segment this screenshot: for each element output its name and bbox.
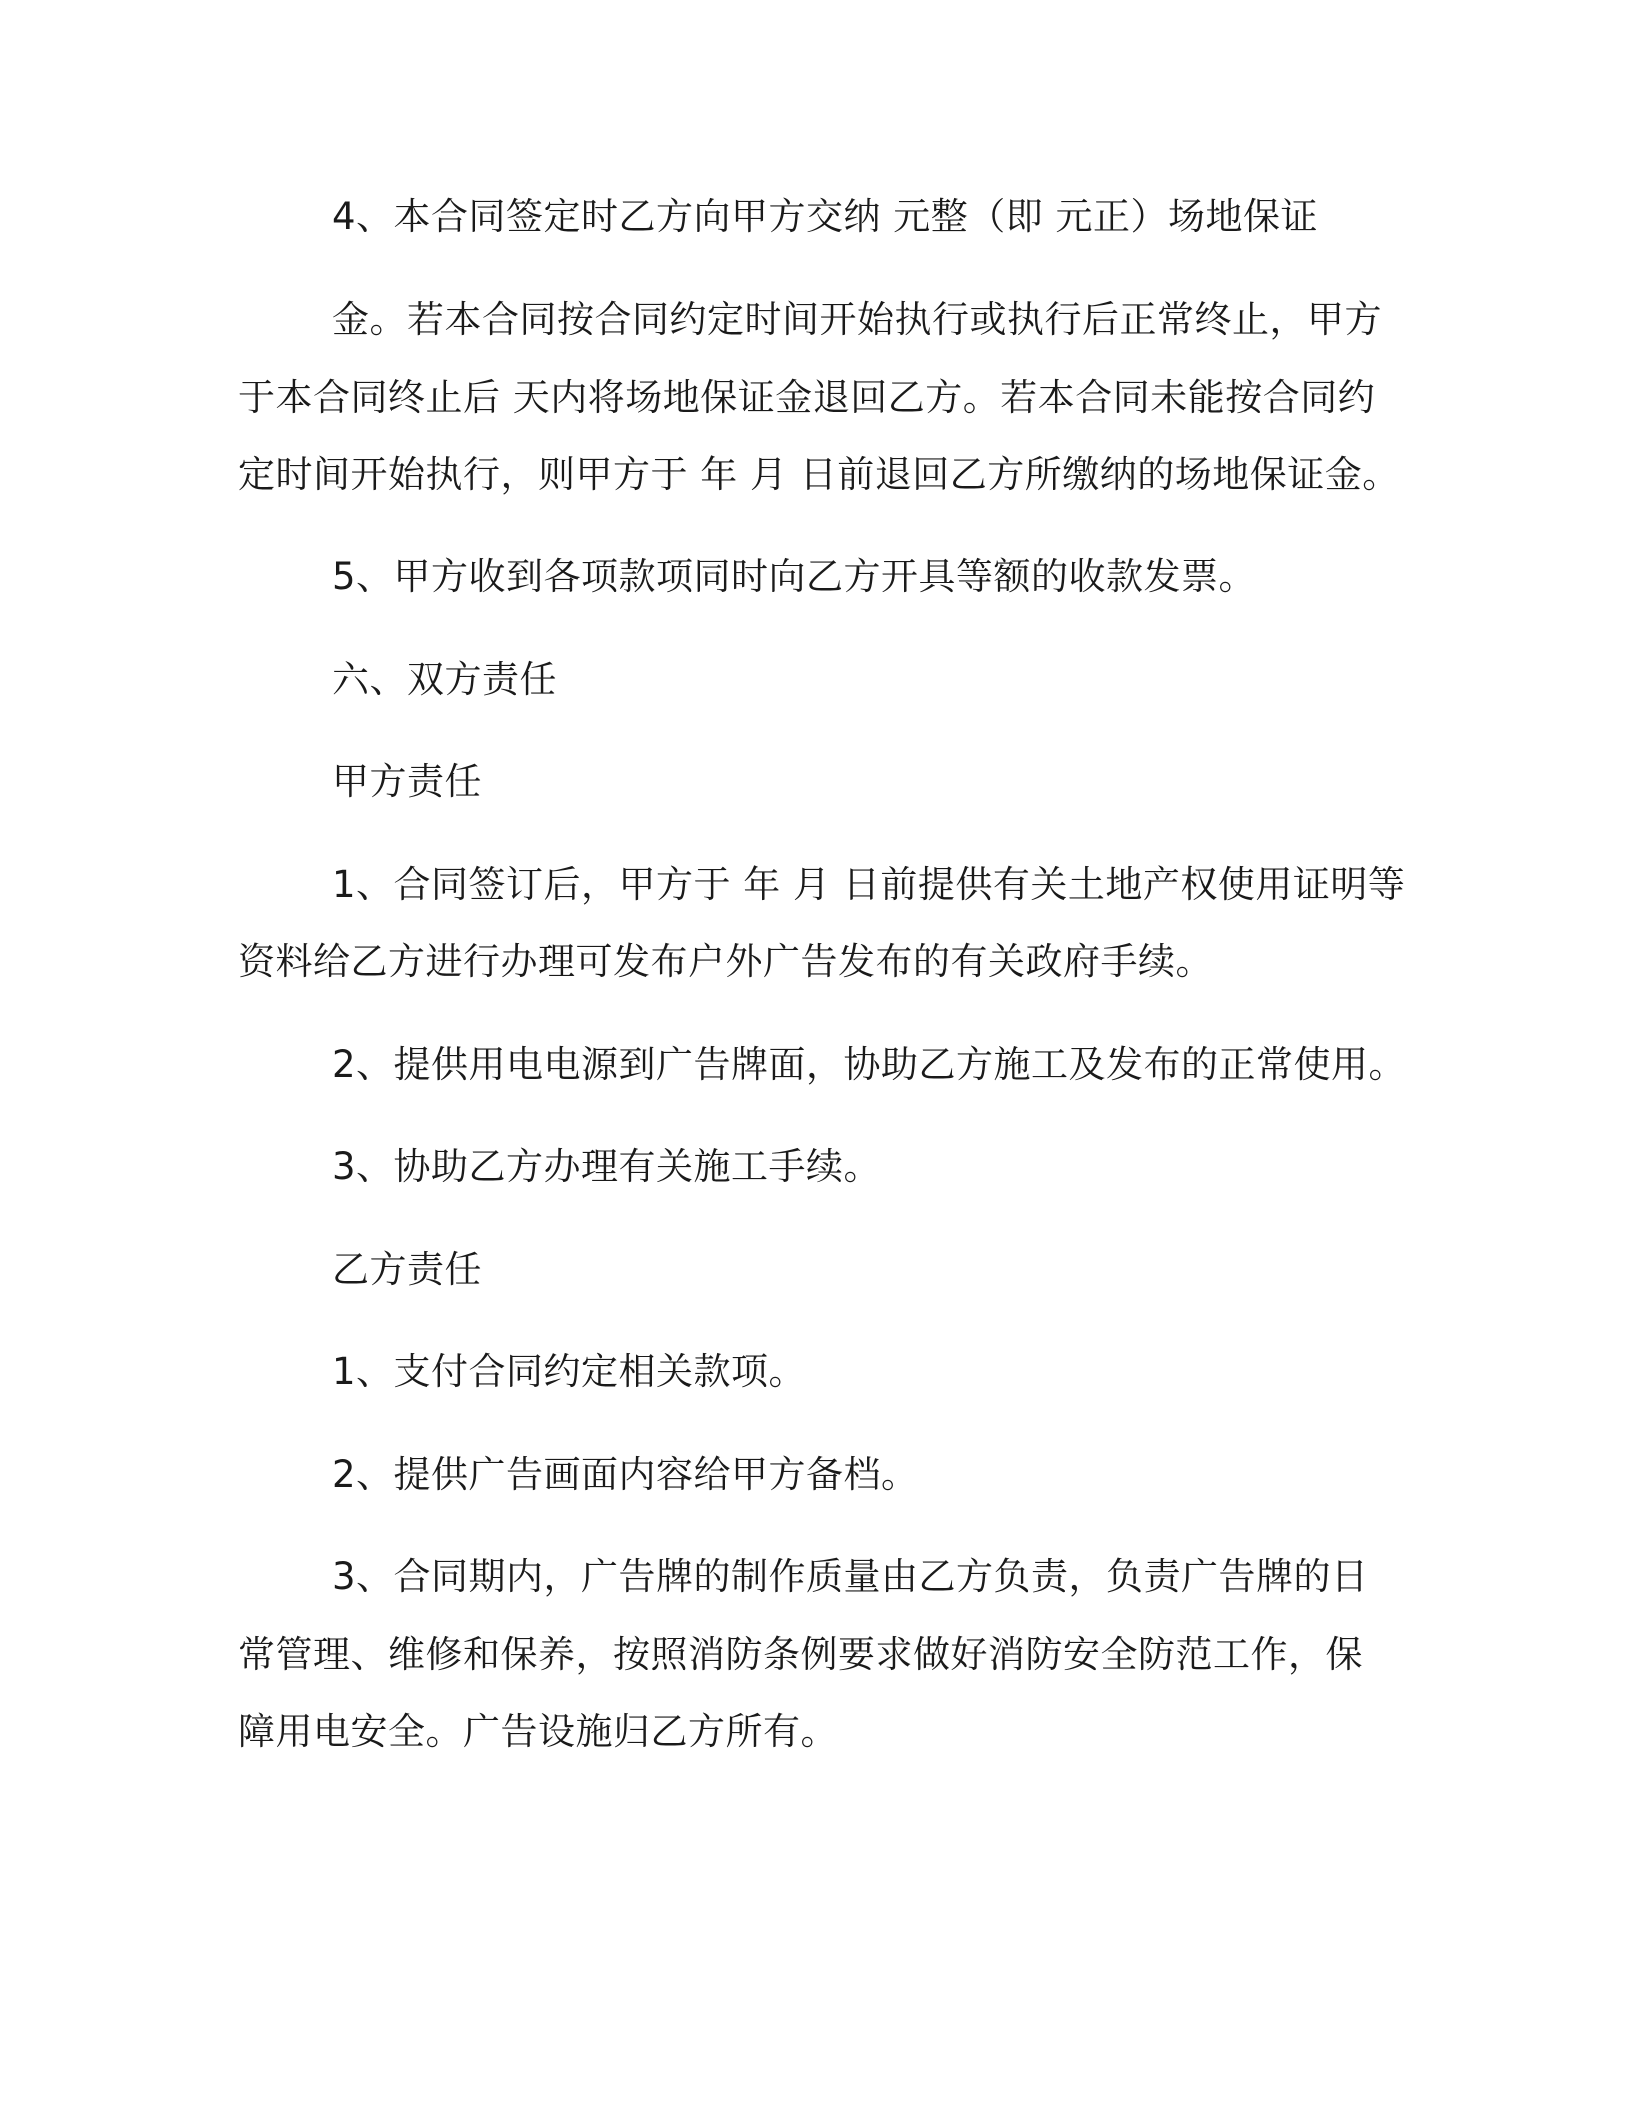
party-b-item-3-line-2: 常管理、维修和保养，按照消防条例要求做好消防安全防范工作，保 (238, 1633, 1363, 1676)
party-a-item-1-line-2: 资料给乙方进行办理可发布户外广告发布的有关政府手续。 (238, 940, 1213, 983)
clause-4-line-4: 定时间开始执行，则甲方于 年 月 日前退回乙方所缴纳的场地保证金。 (238, 453, 1400, 496)
party-a-item-3: 3、协助乙方办理有关施工手续。 (332, 1145, 882, 1188)
clause-4-line-2: 金。若本合同按合同约定时间开始执行或执行后正常终止，甲方 (332, 298, 1382, 341)
party-a-item-1-line-1: 1、合同签订后，甲方于 年 月 日前提供有关土地产权使用证明等 (332, 863, 1406, 906)
clause-5: 5、甲方收到各项款项同时向乙方开具等额的收款发票。 (332, 555, 1257, 598)
party-b-item-2: 2、提供广告画面内容给甲方备档。 (332, 1453, 919, 1496)
clause-4-line-3: 于本合同终止后 天内将场地保证金退回乙方。若本合同未能按合同约 (238, 376, 1376, 419)
section-heading-responsibilities: 六、双方责任 (332, 658, 557, 701)
party-a-item-2: 2、提供用电电源到广告牌面，协助乙方施工及发布的正常使用。 (332, 1043, 1407, 1086)
party-b-item-3-line-3: 障用电安全。广告设施归乙方所有。 (238, 1710, 838, 1753)
party-b-heading: 乙方责任 (332, 1248, 482, 1291)
clause-4-line-1: 4、本合同签定时乙方向甲方交纳 元整（即 元正）场地保证 (332, 195, 1319, 238)
party-b-item-3-line-1: 3、合同期内，广告牌的制作质量由乙方负责，负责广告牌的日 (332, 1555, 1369, 1598)
party-a-heading: 甲方责任 (332, 760, 482, 803)
party-b-item-1: 1、支付合同约定相关款项。 (332, 1350, 807, 1393)
